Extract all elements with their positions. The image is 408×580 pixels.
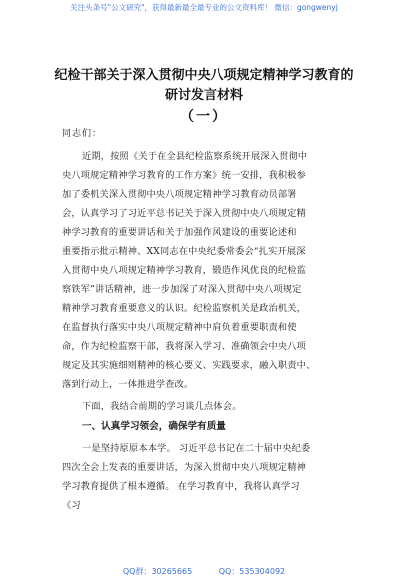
paragraph-line: 精神学习教育重要意义的认识。纪检监察机关是政治机关， (62, 303, 307, 314)
top-promo-banner: 关注头条号"公文研究"，获得最新最全最专业的公文资料库！ 微信：gongwenyj (70, 3, 338, 12)
section-heading-1: 一、认真学习领会，确保学有质量 (82, 421, 226, 432)
salutation: 同志们： (62, 129, 103, 139)
paragraph-line: 一是坚持原原本本学。 习近平总书记在二十届中央纪委 (82, 443, 311, 454)
paragraph-line: 规定及其实施细则精神的核心要义、实践要求，融入职责中、 (62, 360, 316, 371)
paragraph-line: 四次全会上发表的重要讲话，为深入贯彻中央八项规定精神 (62, 462, 307, 473)
paragraph-line: 神学习教育的重要讲话和关于加强作风建设的重要论述和 (62, 227, 297, 238)
paragraph-line: 近期，按照《关于在全县纪检监察系统开展深入贯彻中 (82, 151, 308, 162)
paragraph-line: 学习教育提供了根本遵循。 在学习教育中，我将认真学习 (62, 481, 300, 492)
paragraph-line: 落到行动上，一体推进学查改。 (62, 379, 194, 390)
transition-paragraph: 下面，我结合前期的学习谈几点体会。 (82, 401, 242, 412)
paragraph-line: 在监督执行落实中央八项规定精神中肩负着重要职责和使 (62, 322, 297, 333)
qq-number: QQ：535304092 (218, 567, 286, 576)
paragraph-line: 加了委机关深入贯彻中央八项规定精神学习教育动员部署 (62, 189, 297, 200)
document-title-number: （一） (180, 109, 228, 125)
paragraph-line: 察铁军”讲话精神，进一步加深了对深入贯彻中央八项规定 (62, 284, 302, 295)
paragraph-line: 重要指示批示精神、XX同志在中央纪委常委会“扎实开展深 (62, 246, 306, 257)
paragraph-line: 命，作为纪检监察干部，我将深入学习、准确领会中央八项 (62, 341, 307, 352)
paragraph-line: 央八项规定精神学习教育的工作方案》统一安排，我积极参 (62, 170, 307, 181)
bottom-contact-banner (0, 566, 408, 577)
document-title-line-1: 纪检干部关于深入贯彻中央八项规定精神学习教育的 (54, 68, 354, 83)
paragraph-line: 入贯彻中央八项规定精神学习教育，锻造作风优良的纪检监 (62, 265, 307, 276)
paragraph-line: 会，认真学习了习近平总书记关于深入贯彻中央八项规定精 (62, 208, 307, 219)
paragraph-line: 《习 (62, 500, 81, 511)
document-title-line-2: 研讨发言材料 (164, 88, 243, 103)
qq-group-number: QQ群：30265665 (122, 567, 193, 576)
